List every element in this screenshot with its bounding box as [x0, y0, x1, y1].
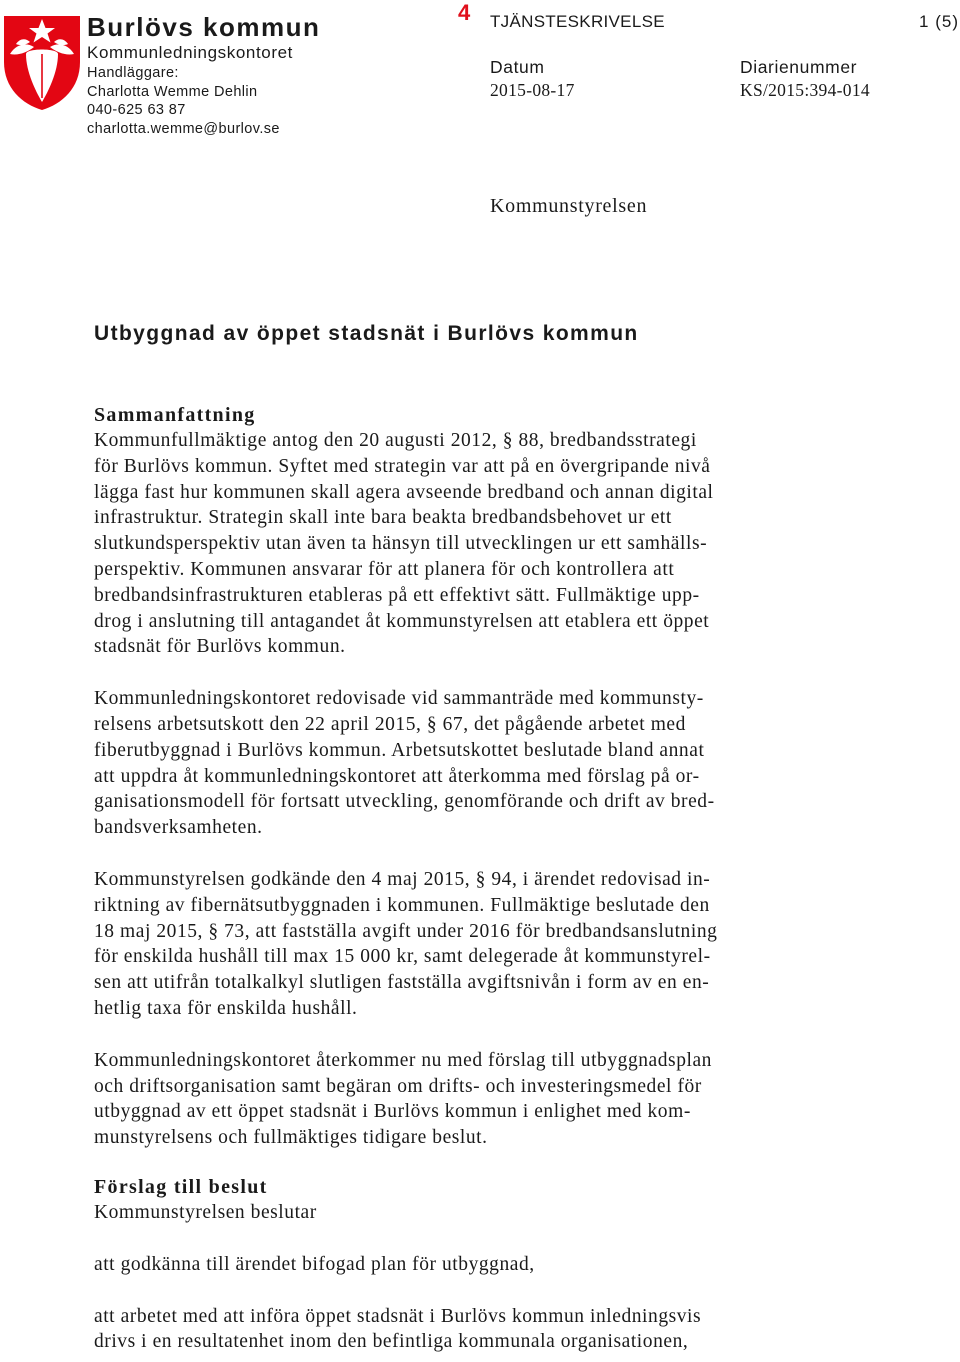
sender-block	[87, 12, 320, 138]
document-body	[94, 402, 854, 1355]
text-line: Kommunfullmäktige antog den 20 augusti 2012, § 88, bredbandsstrategi	[94, 430, 697, 451]
text-line: lägga fast hur kommunen skall agera avseende bredband och annan digital	[94, 481, 714, 503]
page-mark: 4	[458, 0, 471, 25]
text-line: slutkundsperspektiv utan även ta hänsyn till utvecklingen ur ett samhälls-	[94, 533, 708, 555]
text-line: bandsverksamheten.	[94, 817, 263, 839]
document-title: Utbyggnad av öppet stadsnät i Burlövs kommun	[94, 322, 639, 345]
summary-heading: Sammanfattning	[94, 404, 256, 426]
proposal-item-2	[94, 1304, 854, 1356]
org-name: Burlövs kommun	[87, 12, 321, 42]
text-line: hetlig taxa för enskilda hushåll.	[94, 997, 358, 1019]
text-line: relsens arbetsutskott den 22 april 2015, § 67, det pågående arbetet med	[94, 713, 686, 735]
handler-label: Handläggare:	[87, 65, 179, 81]
municipality-logo	[2, 14, 82, 112]
text-line: perspektiv. Kommunen ansvarar för att planera för och kontrollera att	[94, 558, 675, 580]
text-line: att arbetet med att införa öppet stadsnät i Burlövs kommun inledningsvis	[94, 1305, 702, 1327]
page-number: 1 (5)	[919, 12, 959, 31]
proposal-item-1	[94, 1252, 854, 1278]
date-value: 2015-08-17	[490, 80, 575, 100]
text-line: fiberutbyggnad i Burlövs kommun. Arbetsutskottet beslutade bland annat	[94, 739, 705, 761]
text-line: Kommunstyrelsen godkände den 4 maj 2015, § 94, i ärendet redovisad in-	[94, 868, 711, 890]
text-line: och driftsorganisation samt begäran om drifts- och investeringsmedel för	[94, 1075, 702, 1097]
proposal-heading: Förslag till beslut	[94, 1175, 268, 1198]
department: Kommunledningskontoret	[87, 43, 293, 62]
text-line: Kommunledningskontoret redovisade vid sammanträde med kommunsty-	[94, 688, 704, 710]
handler-name: Charlotta Wemme Dehlin	[87, 83, 258, 100]
email-address: charlotta.wemme@burlov.se	[87, 120, 280, 137]
text-line: 18 maj 2015, § 73, att fastställa avgift under 2016 för bredbandsanslutning	[94, 920, 718, 942]
proposal-intro	[94, 1200, 854, 1226]
text-line: munstyrelsens och fullmäktiges tidigare beslut.	[94, 1127, 488, 1149]
text-line: Kommunstyrelsen beslutar	[94, 1201, 317, 1223]
text-line: bredbandsinfrastrukturen etableras på ett effektivt sätt. Fullmäktige upp-	[94, 584, 700, 606]
text-line: sen att utifrån totalkalkyl slutligen fastställa avgiftsnivån i form av en en-	[94, 972, 710, 994]
text-line: stadsnät för Burlövs kommun.	[94, 636, 346, 658]
text-line: drog i anslutning till antagandet åt kommunstyrelsen att etablera ett öppet	[94, 610, 710, 632]
text-line: ganisationsmodell för fortsatt utveckling, genomförande och drift av bred-	[94, 791, 715, 813]
text-line: för Burlövs kommun. Syftet med strategin var att på en övergripande nivå	[94, 455, 711, 477]
text-line: riktning av fibernätsutbyggnaden i kommunen. Fullmäktige beslutade den	[94, 894, 710, 916]
text-line: att godkänna till ärendet bifogad plan för utbyggnad,	[94, 1253, 535, 1275]
text-line: Kommunledningskontoret återkommer nu med förslag till utbyggnadsplan	[94, 1049, 712, 1071]
summary-paragraph-4	[94, 1048, 854, 1151]
summary-paragraph-3	[94, 867, 854, 1022]
document-type: TJÄNSTESKRIVELSE	[490, 12, 665, 31]
diary-label: Diarienummer	[740, 57, 858, 77]
summary-paragraph-1	[94, 428, 854, 660]
text-line: drivs i en resultatenhet inom den befintliga kommunala organisationen,	[94, 1331, 689, 1353]
date-label: Datum	[490, 57, 545, 77]
text-line: att uppdra åt kommunledningskontoret att återkomma med förslag på or-	[94, 765, 700, 787]
diary-value: KS/2015:394-014	[740, 80, 870, 100]
recipient: Kommunstyrelsen	[490, 195, 648, 217]
text-line: för enskilda hushåll till max 15 000 kr, samt delegerade åt kommunstyrel-	[94, 946, 711, 968]
summary-paragraph-2	[94, 686, 854, 841]
phone-number: 040-625 63 87	[87, 102, 186, 118]
text-line: infrastruktur. Strategin skall inte bara beakta bredbandsbehovet ur ett	[94, 507, 672, 529]
text-line: utbyggnad av ett öppet stadsnät i Burlövs kommun i enlighet med kom-	[94, 1101, 691, 1123]
